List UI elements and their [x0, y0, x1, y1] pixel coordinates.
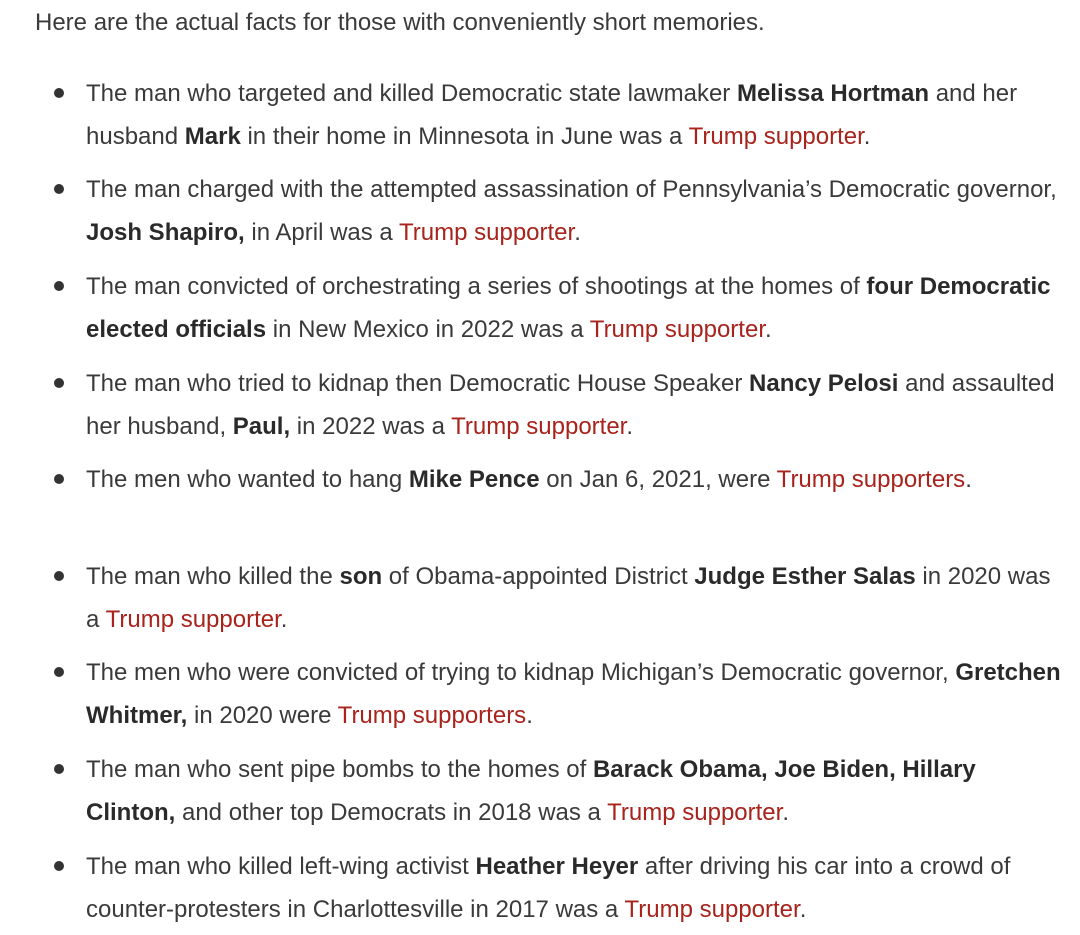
fact-text: and other top Democrats in 2018 was a	[175, 799, 608, 826]
fact-text: and her husband	[86, 80, 1018, 150]
fact-text: The men who were convicted of trying to kidnap Michigan’s Democratic governor,	[86, 659, 956, 686]
fact-bold-name: four Democratic elected officials	[86, 273, 1051, 343]
fact-text: in 2022 was a	[290, 413, 452, 440]
fact-list-item	[86, 748, 1061, 834]
fact-text: .	[782, 799, 789, 826]
fact-text: The man who targeted and killed Democratic state lawmaker	[86, 80, 737, 107]
fact-list-item	[86, 845, 1061, 931]
fact-bold-name: son	[339, 563, 383, 590]
fact-bold-name: Paul,	[232, 413, 291, 440]
trump-supporter-link[interactable]: Trump supporter	[624, 896, 800, 923]
fact-text: in 2020 were	[187, 702, 338, 729]
fact-text: .	[626, 413, 634, 440]
fact-text: The men who wanted to hang	[86, 466, 409, 493]
trump-supporter-link[interactable]: Trump supporters	[776, 466, 966, 493]
fact-text: The man who sent pipe bombs to the homes of	[86, 756, 593, 783]
fact-text: after driving his car into a crowd of counter-protesters in Charlottesville in 2017 was a	[86, 853, 1011, 923]
fact-bold-name: Mike Pence	[408, 466, 540, 493]
fact-list-item	[86, 72, 1061, 158]
fact-bold-name: Heather Heyer	[475, 853, 639, 880]
bullet-icon	[54, 184, 64, 194]
fact-text: .	[574, 219, 581, 246]
bullet-icon	[54, 667, 64, 677]
fact-text: .	[863, 123, 871, 150]
bullet-icon	[54, 861, 64, 871]
trump-supporter-link[interactable]: Trump supporter	[688, 123, 864, 150]
fact-bold-name: Judge Esther Salas	[694, 563, 916, 590]
fact-text: .	[526, 702, 533, 729]
trump-supporter-link[interactable]: Trump supporter	[589, 316, 765, 343]
fact-list-item	[86, 168, 1061, 254]
trump-supporter-link[interactable]: Trump supporter	[105, 606, 281, 633]
bullet-icon	[54, 88, 64, 98]
fact-list-item	[86, 458, 1061, 501]
fact-text: in their home in Minnesota in June was a	[240, 123, 689, 150]
bullet-icon	[54, 474, 64, 484]
bullet-icon	[54, 764, 64, 774]
fact-bold-name: Josh Shapiro,	[86, 219, 245, 246]
fact-text: .	[799, 896, 807, 923]
fact-text: The man who killed the	[86, 563, 340, 590]
fact-text: in 2020 was a	[86, 563, 1051, 633]
fact-bold-name: Barack Obama, Joe Biden, Hillary Clinton,	[86, 756, 976, 826]
fact-text: The man who killed left-wing activist	[86, 853, 476, 880]
fact-text: on Jan 6, 2021, were	[539, 466, 777, 493]
fact-list-item	[86, 555, 1061, 641]
intro-paragraph: Here are the actual facts for those with conveniently short memories.	[35, 9, 765, 36]
fact-bold-name: Gretchen Whitmer,	[86, 659, 1061, 729]
fact-text: .	[280, 606, 288, 633]
bullet-icon	[54, 571, 64, 581]
fact-text: The man convicted of orchestrating a series of shootings at the homes of	[86, 273, 867, 300]
trump-supporter-link[interactable]: Trump supporter	[451, 413, 627, 440]
fact-text: .	[764, 316, 772, 343]
fact-text: in New Mexico in 2022 was a	[266, 316, 590, 343]
bullet-icon	[54, 281, 64, 291]
fact-text: The man who tried to kidnap then Democratic House Speaker	[86, 370, 750, 397]
bullet-icon	[54, 378, 64, 388]
fact-text: and assaulted her husband,	[86, 370, 1055, 440]
fact-bold-name: Mark	[184, 123, 241, 150]
trump-supporter-link[interactable]: Trump supporter	[607, 799, 783, 826]
fact-list-item	[86, 651, 1061, 737]
fact-bold-name: Melissa Hortman	[736, 80, 930, 107]
fact-list-item	[86, 362, 1061, 448]
trump-supporter-link[interactable]: Trump supporters	[337, 702, 527, 729]
fact-text: of Obama-appointed District	[382, 563, 695, 590]
fact-text: .	[965, 466, 972, 493]
trump-supporter-link[interactable]: Trump supporter	[399, 219, 575, 246]
fact-list-item	[86, 265, 1061, 351]
fact-text: in April was a	[244, 219, 400, 246]
fact-bold-name: Nancy Pelosi	[749, 370, 899, 397]
fact-text: The man charged with the attempted assassination of Pennsylvania’s Democratic governor,	[86, 176, 1057, 203]
